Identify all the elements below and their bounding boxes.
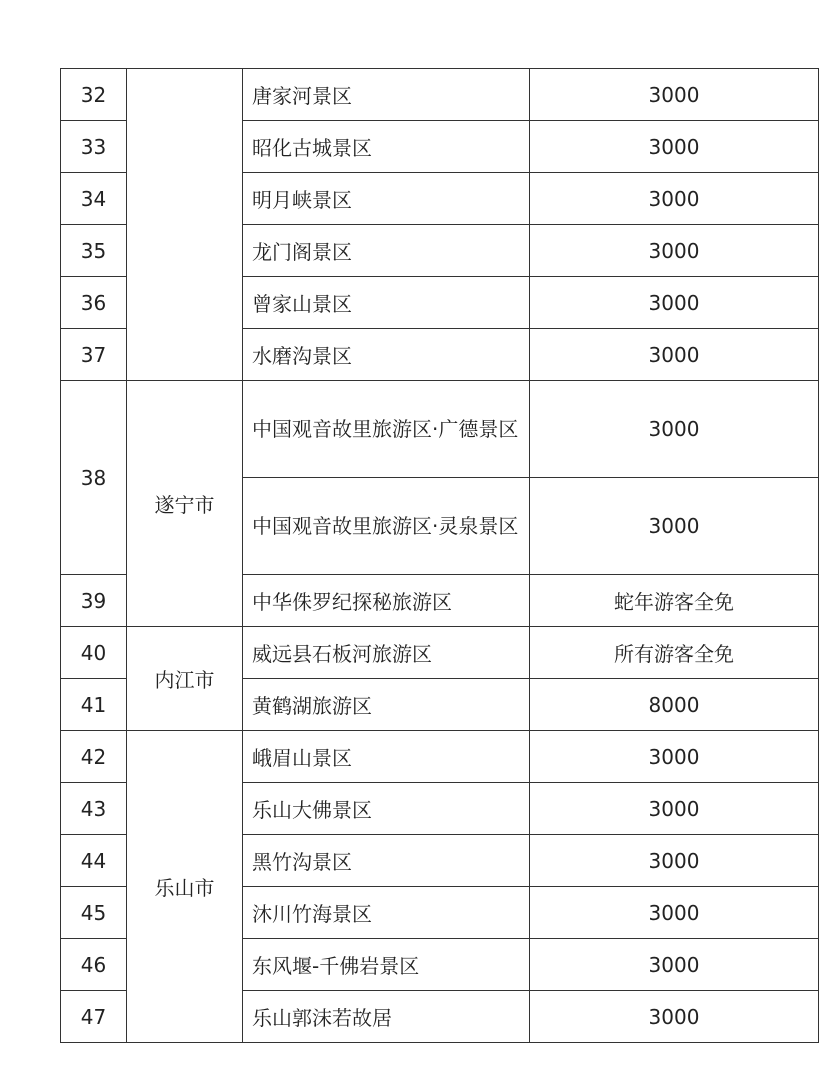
city-name: 内江市 — [127, 627, 243, 731]
row-number: 44 — [61, 835, 127, 887]
city-name: 遂宁市 — [127, 381, 243, 627]
scenic-name: 威远县石板河旅游区 — [243, 627, 530, 679]
row-number: 34 — [61, 173, 127, 225]
row-number: 36 — [61, 277, 127, 329]
scenic-name: 中华侏罗纪探秘旅游区 — [243, 575, 530, 627]
scenic-name — [243, 381, 530, 478]
scenic-name: 黑竹沟景区 — [243, 835, 530, 887]
amount: 3000 — [530, 121, 819, 173]
amount: 3000 — [530, 783, 819, 835]
scenic-name: 昭化古城景区 — [243, 121, 530, 173]
row-number: 47 — [61, 991, 127, 1043]
row-number: 46 — [61, 939, 127, 991]
scenic-name: 黄鹤湖旅游区 — [243, 679, 530, 731]
amount: 3000 — [530, 731, 819, 783]
amount: 3000 — [530, 173, 819, 225]
amount: 蛇年游客全免 — [530, 575, 819, 627]
amount: 3000 — [530, 381, 819, 478]
scenic-name: 峨眉山景区 — [243, 731, 530, 783]
scenic-area-table — [60, 68, 819, 1043]
amount: 3000 — [530, 887, 819, 939]
amount: 3000 — [530, 478, 819, 575]
scenic-name — [243, 478, 530, 575]
city-name: 乐山市 — [127, 731, 243, 1043]
row-number: 40 — [61, 627, 127, 679]
scenic-name: 水磨沟景区 — [243, 329, 530, 381]
row-number: 35 — [61, 225, 127, 277]
amount: 3000 — [530, 939, 819, 991]
amount: 3000 — [530, 835, 819, 887]
scenic-name: 明月峡景区 — [243, 173, 530, 225]
amount: 8000 — [530, 679, 819, 731]
scenic-name: 唐家河景区 — [243, 69, 530, 121]
amount: 所有游客全免 — [530, 627, 819, 679]
row-number: 45 — [61, 887, 127, 939]
amount: 3000 — [530, 329, 819, 381]
city-cell-empty — [127, 69, 243, 381]
table-row — [61, 381, 819, 478]
row-number: 37 — [61, 329, 127, 381]
row-number: 39 — [61, 575, 127, 627]
scenic-name: 沐川竹海景区 — [243, 887, 530, 939]
table-row — [61, 731, 819, 783]
scenic-name-text: 中国观音故里旅游区·广德景区 — [252, 417, 519, 441]
row-number: 33 — [61, 121, 127, 173]
amount: 3000 — [530, 277, 819, 329]
scenic-name: 曾家山景区 — [243, 277, 530, 329]
table-row — [61, 627, 819, 679]
scenic-name-text: 中国观音故里旅游区·灵泉景区 — [252, 514, 519, 538]
scenic-name: 东风堰-千佛岩景区 — [243, 939, 530, 991]
scenic-name: 乐山郭沫若故居 — [243, 991, 530, 1043]
row-number: 43 — [61, 783, 127, 835]
row-number: 42 — [61, 731, 127, 783]
table-row — [61, 69, 819, 121]
scenic-name: 乐山大佛景区 — [243, 783, 530, 835]
amount: 3000 — [530, 69, 819, 121]
scenic-name: 龙门阁景区 — [243, 225, 530, 277]
amount: 3000 — [530, 225, 819, 277]
row-number: 38 — [61, 381, 127, 575]
row-number: 32 — [61, 69, 127, 121]
amount: 3000 — [530, 991, 819, 1043]
row-number: 41 — [61, 679, 127, 731]
